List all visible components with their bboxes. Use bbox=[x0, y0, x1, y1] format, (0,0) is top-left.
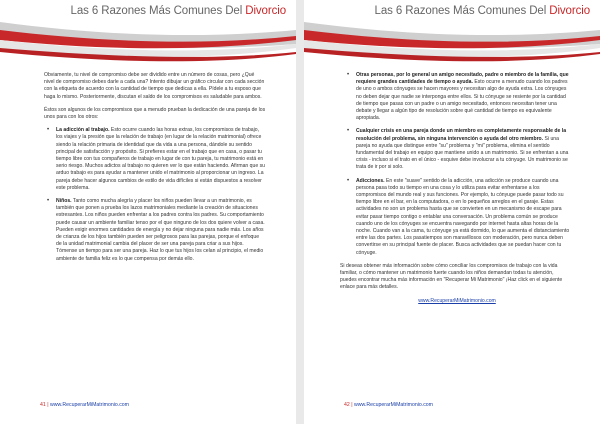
commitment-list bbox=[344, 72, 570, 257]
item-text: Si una pareja no ayuda que distingue entre "su" problema y "mi" problema, elimina el sentido fundamental del trabajo en equipo que mantiene unido a un matrimonio. Si se enfrentan a una crisis - incluso si el trato en el único - esquive debe involucrar a tu cónyuge. Un matrimonio se trata de ir por si solo. bbox=[356, 135, 569, 171]
list-item bbox=[356, 128, 570, 171]
list-item bbox=[56, 198, 266, 263]
item-text: Tanto como mucha alegría y placer los niños pueden llevar a un matrimonio, es también que ponen a prueba los lazos matrimoniales mediante la creación de situaciones estresantes. Los niños pueden enfrentar a los padres contra los padres. Su comportamiento puede causar un ambiente familiar tenso por el que ninguno de los dos quiere volver a casa. Pueden exigir enormes cantidades de energía y no dejar ninguna para nadie más. Los años de crianza de los hijos también pueden ser peligrosos para las parejas, porque el enfoque de la unidad matrimonial cambia del placer de ser una pareja para criar a sus hijos. Tómense un tiempo para ser una pareja. Haz lo que tus hijos los celan al principio, el medio ambiente de familia feliz es lo que compensa por demás ello. bbox=[56, 198, 265, 262]
page-number: 42 bbox=[344, 402, 350, 408]
page-number: 41 bbox=[40, 402, 46, 408]
list-item bbox=[356, 178, 570, 257]
footer-separator: | bbox=[45, 402, 51, 408]
document-page-right bbox=[304, 0, 600, 424]
list-intro-paragraph: Éstos son algunos de los compromisos que a menudo prueban la dedicación de una pareja de los unos para con los otros: bbox=[44, 106, 266, 121]
header-title bbox=[375, 5, 590, 17]
page-footer-right bbox=[344, 402, 433, 408]
page-footer-left bbox=[40, 402, 129, 408]
header-title bbox=[71, 5, 286, 17]
closing-paragraph: Si deseas obtener más información sobre cómo conciliar los compromisos de trabajo con la vida familiar, o cómo mantener un matrimonio fuerte cuando los niños demandan todas tu atención, puedes encontrar mucha más información en "Recuperar Mi Matrimonio" ¡Haz click en el siguiente enlace para más detalles. bbox=[340, 262, 563, 291]
header-title-main: Las 6 Razones Más Comunes Del bbox=[70, 5, 246, 17]
intro-paragraph: Obviamente, tu nivel de compromiso debe ser dividido entre un número de cosas, pero ¿Qué nivel de compromiso debes darle a cada una? Intento dibujar un gráfico circular con cada sección con la etiqueta de acuerdo con la cantidad de tiempo que dedicas a ella. Pídele a tu esposo que haga lo mismo. Posteriormente, discutan el saldo de los compromisos es saludable para ambos. bbox=[44, 72, 265, 100]
item-heading: Cualquier crisis en una pareja donde un miembro es completamente responsable de la resolución del problema, sin ninguna intervención o ayuda del otro miembro. bbox=[356, 128, 567, 142]
item-text: Esto ocurre a menudo cuando los padres de uno o ambos cónyuges se hacen mayores y necesitan algo de ayuda extra. Los cónyuges no deben dejar que nadie se interponga entre ellos. Si tu cónyuge se resiente por la cantidad de tiempo que pasas con un padre o un amigo necesitado, entonces necesitan tener una debate y llegar a algún tipo de resolución sobre qué cantidad de tiempo es equivalente apropiada. bbox=[356, 79, 568, 122]
item-text: En este "suave" sentido de la adicción, una adicción se produce cuando una persona pasa todo su tiempo en una cosa y lo utiliza para evitar enfrentarse a los compromisos del mundo real y sus funciones. Por ejemplo, tu cónyuge puede pasar todo su tiempo libre en el bar, en la computadora, o en lo pequeños arreglos en el garaje. Estas actividades no son un problema hasta que se convierten en un mecanismo de escape para evitar pasar tiempo contigo o entablar una conversación. Un problema común se produce cuando uno de los cónyuges se encuentra navegando por internet hasta altas horas de la noche. Cuando van a la cama, tu cónyuge ya está dormido, lo que aumenta el distanciamiento entre las dos partes. Los pasatiempos son maravillosos con moderación, pero nunca deben convertirse en su principal fuente de placer. Busca actividades que se puedan hacer con tu cónyuge. bbox=[356, 177, 570, 256]
item-text: Esto ocurre cuando las horas extras, los compromisos de trabajo, los viajes y la presión que la relación de trabajo (en lugar de la relación matrimonial) ofrece siendo la relación primaria de identidad que da vida a una persona, dándole su sentido principal de satisfacción y propósito. Si prefieres estar en el trabajo que en casa, o pasar tu tiempo libre con tus compañeros de trabajo en lugar de con tu pareja, tu matrimonio está en serio riesgo. Muchos adictos al trabajo no quieren ver lo que están haciendo. Afirman que su arduo trabajo es para ayudar a mantener unido el matrimonio al proporcionar un ingreso. La pareja debe hacer algunos cambios de estilo de vida difíciles si están dispuestos a resolver este problema. bbox=[56, 127, 265, 191]
item-heading: Adicciones. bbox=[356, 177, 385, 184]
commitment-list bbox=[44, 127, 266, 263]
header-title-accent: Divorcio bbox=[549, 5, 590, 17]
item-heading: La adicción al trabajo. bbox=[56, 127, 110, 134]
document-page-left bbox=[0, 0, 296, 424]
header-title-accent: Divorcio bbox=[245, 5, 286, 17]
item-heading: Otras personas, por lo general un amigo necesitado, padre o miembro de la familia, que requiere grandes cantidades de tiempo o ayuda. bbox=[356, 72, 569, 86]
item-heading: Niños. bbox=[56, 198, 72, 205]
footer-link[interactable]: www.RecuperarMiMatrimonio.com bbox=[50, 402, 130, 408]
page-body-right bbox=[340, 72, 570, 311]
footer-separator: | bbox=[349, 402, 355, 408]
header-title-main: Las 6 Razones Más Comunes Del bbox=[374, 5, 550, 17]
page-body-left bbox=[44, 72, 266, 269]
recuperar-link[interactable]: www.RecuperarMiMatrimonio.com bbox=[418, 297, 496, 304]
list-item bbox=[56, 127, 266, 192]
footer-link[interactable]: www.RecuperarMiMatrimonio.com bbox=[354, 402, 434, 408]
list-item bbox=[356, 72, 570, 122]
